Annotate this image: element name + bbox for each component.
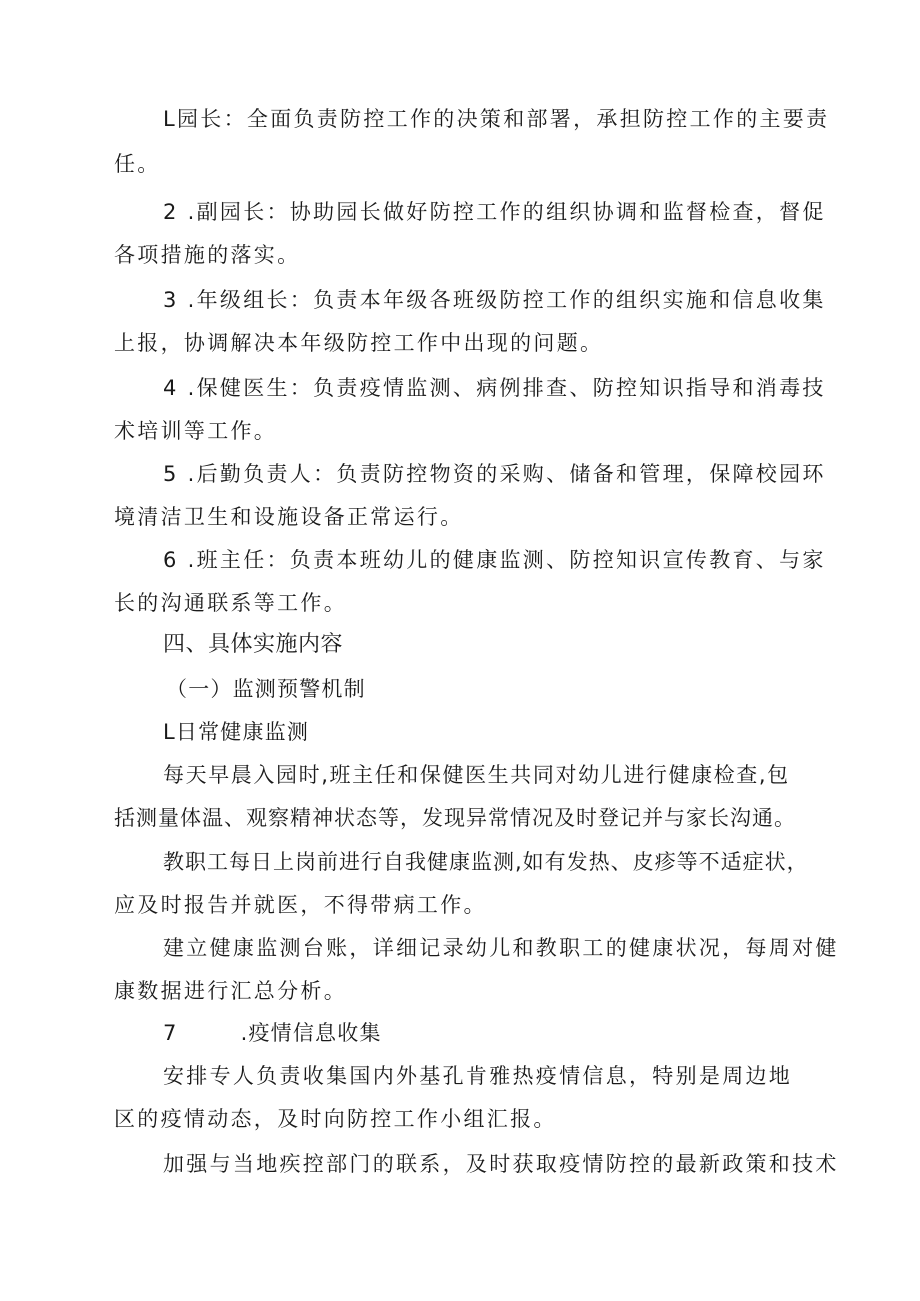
- text-line: 建立健康监测台账，详细记录幼儿和教职工的健康状况，每周对健: [163, 936, 839, 960]
- text-line: 2 .副园长：协助园长做好防控工作的组织协调和监督检查，督促: [163, 200, 826, 224]
- text-line: 各项措施的落实。: [114, 243, 301, 267]
- section-heading: 四、具体实施内容: [163, 632, 344, 657]
- text-line: 上报，协调解决本年级防控工作中出现的问题。: [114, 331, 604, 355]
- text-line: 安排专人负责收集国内外基孔肯雅热疫情信息，特别是周边地: [163, 1064, 793, 1088]
- text-line: 4 .保健医生：负责疫情监测、病例排查、防控知识指导和消毒技: [163, 376, 826, 400]
- text-line: 境清洁卫生和设施设备正常运行。: [114, 505, 464, 529]
- text-line: 长的沟通联系等工作。: [114, 591, 347, 615]
- item-heading: 7 .疫情信息收集: [163, 1021, 382, 1045]
- text-line: 5 .后勤负责人：负责防控物资的采购、储备和管理，保障校园环: [163, 462, 826, 486]
- text-line: 区的疫情动态，及时向防控工作小组汇报。: [114, 1107, 557, 1131]
- text-line: 康数据进行汇总分析。: [114, 979, 347, 1003]
- text-line: 任。: [114, 152, 161, 176]
- text-line: 3 .年级组长：负责本年级各班级防控工作的组织实施和信息收集: [163, 288, 826, 312]
- text-line: 6 .班主任：负责本班幼儿的健康监测、防控知识宣传教育、与家: [163, 548, 826, 572]
- text-line: 每天早晨入园时,班主任和保健医生共同对幼儿进行健康检查,包: [163, 763, 790, 787]
- text-line: 教职工每日上岗前进行自我健康监测,如有发热、皮疹等不适症状，: [163, 850, 809, 874]
- text-line: 括测量体温、观察精神状态等，发现异常情况及时登记并与家长沟通。: [114, 806, 796, 830]
- text-line: 术培训等工作。: [114, 419, 278, 443]
- text-line: L园长：全面负责防控工作的决策和部署，承担防控工作的主要责: [163, 107, 830, 131]
- item-heading: L日常健康监测: [163, 720, 310, 744]
- subsection-heading: （一）监测预警机制: [166, 677, 366, 701]
- text-line: 加强与当地疾控部门的联系，及时获取疫情防控的最新政策和技术: [163, 1152, 839, 1176]
- text-line: 应及时报告并就医，不得带病工作。: [114, 893, 487, 917]
